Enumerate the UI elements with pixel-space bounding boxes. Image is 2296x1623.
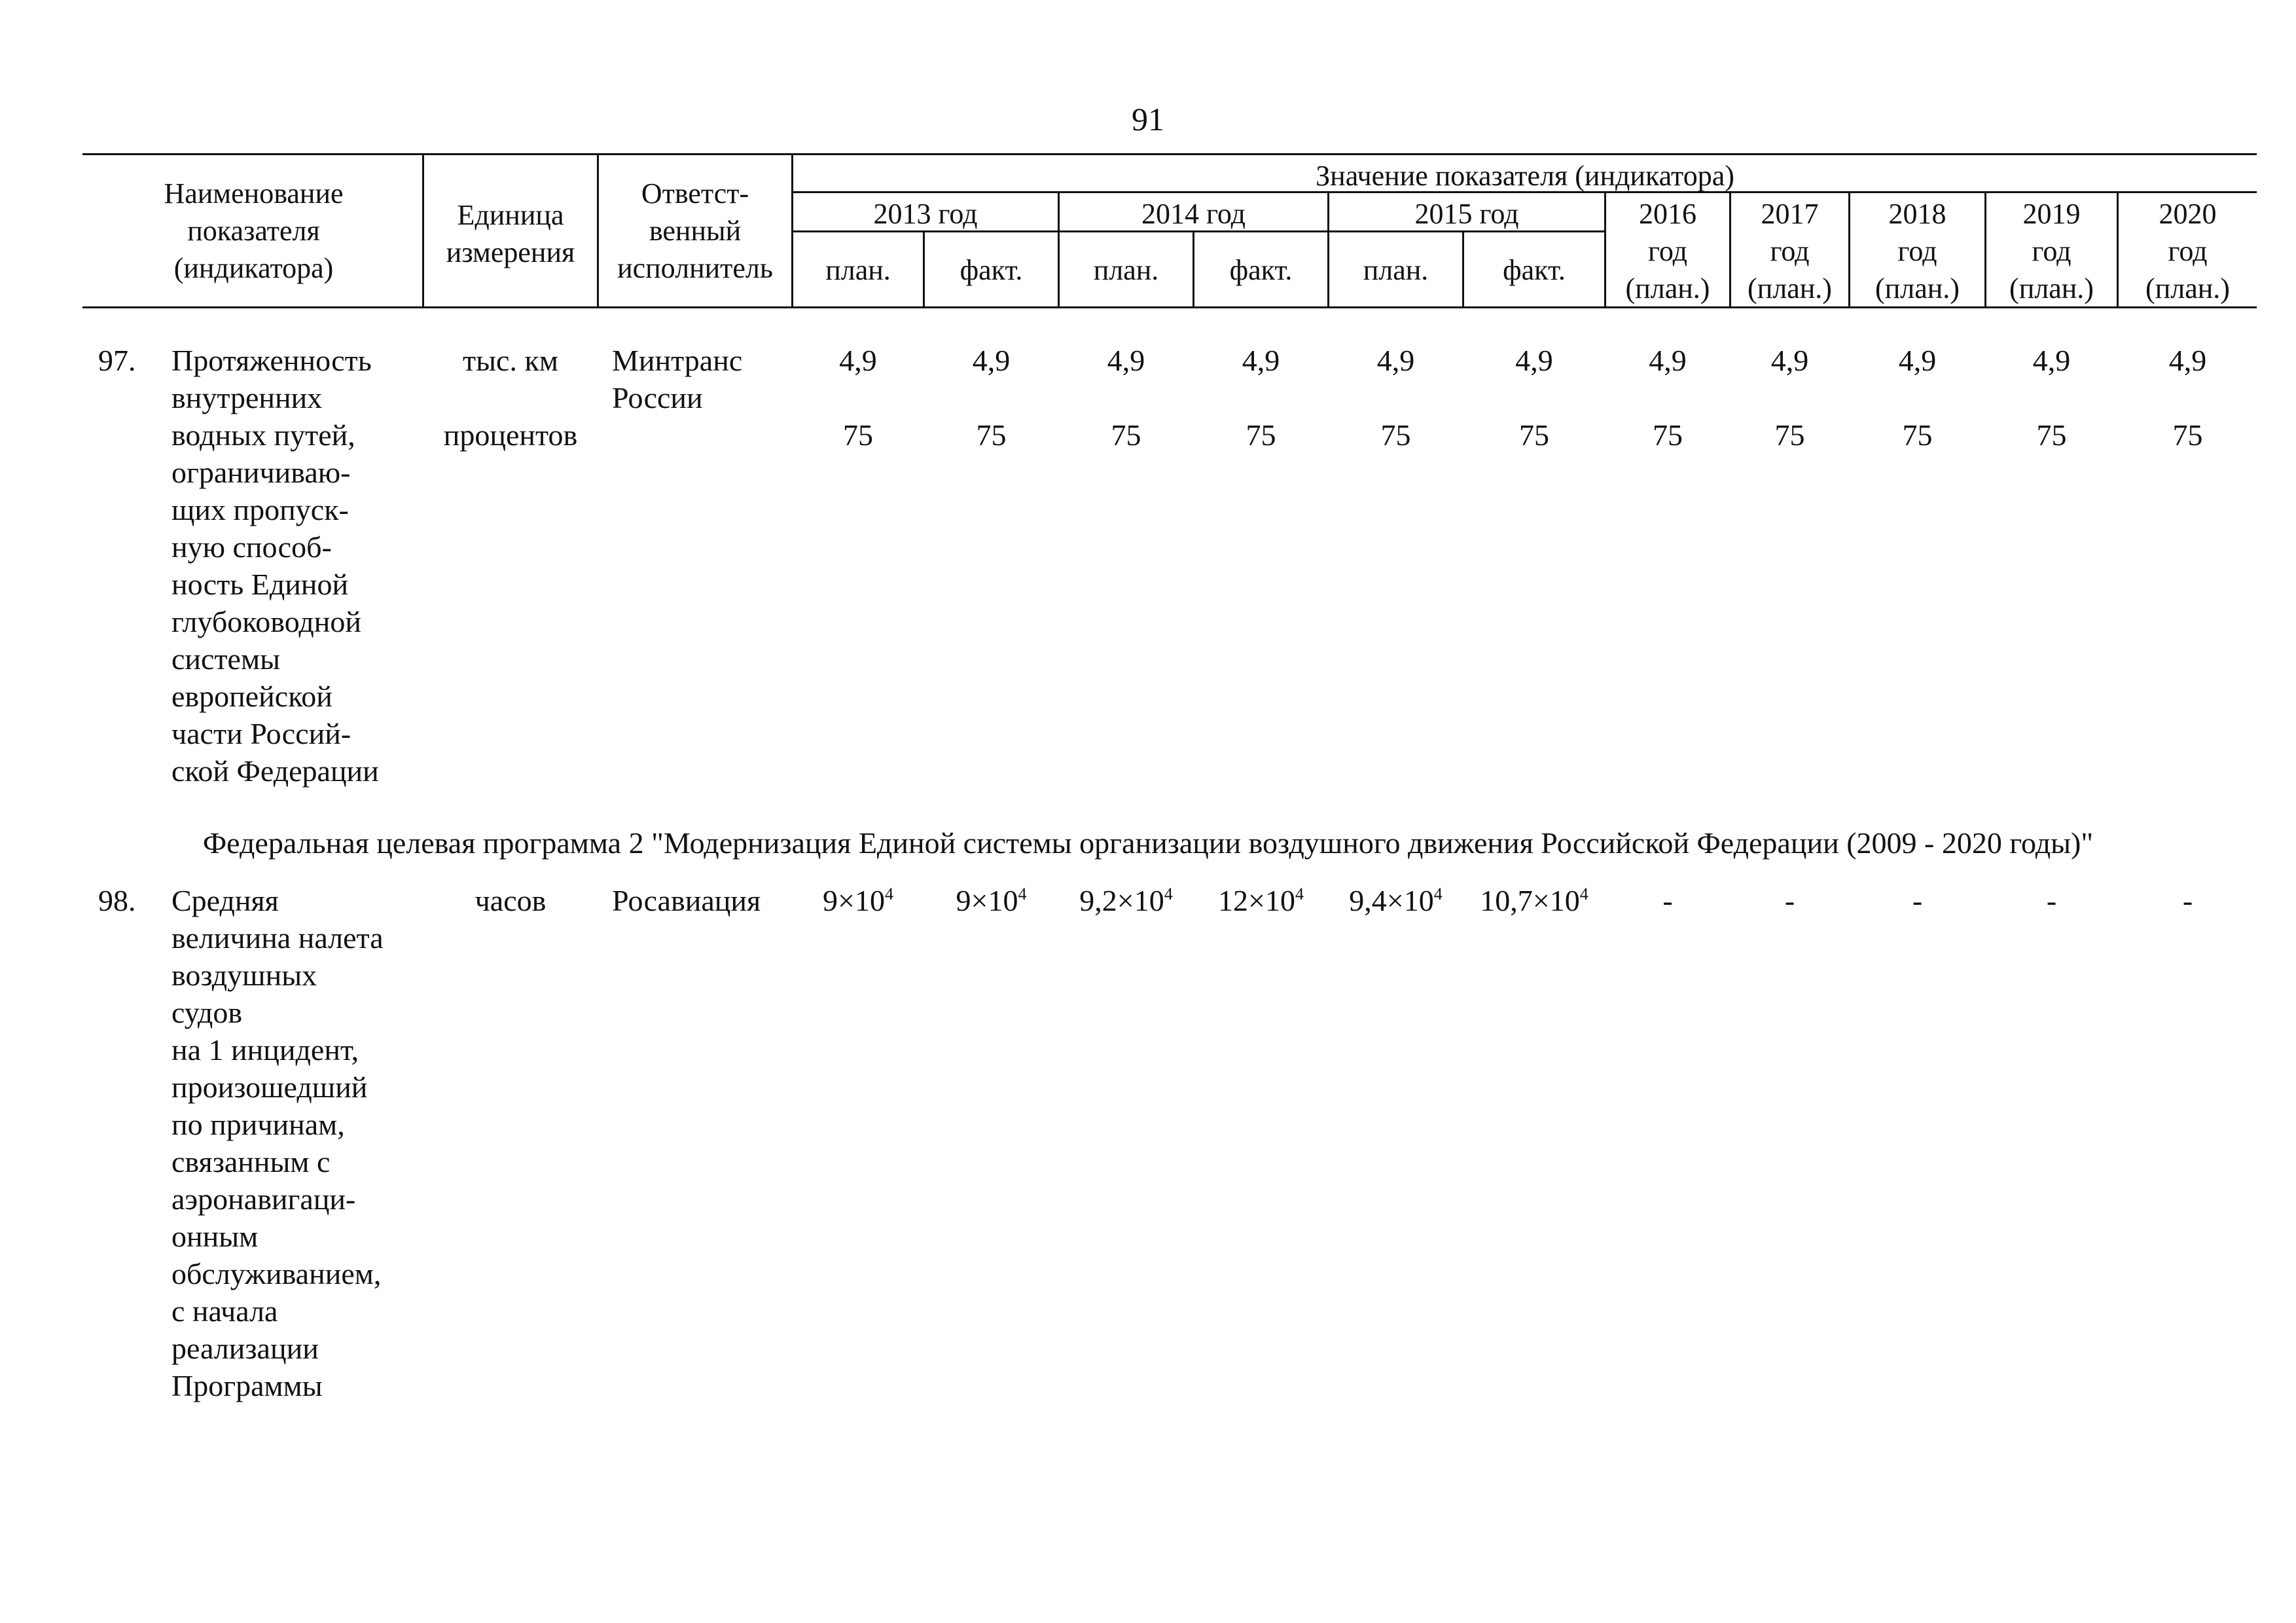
responsible-cell: Минтранс России	[612, 344, 743, 414]
value-cell: 4,9	[1770, 344, 1809, 377]
value-cell: 75	[1653, 418, 1683, 452]
value-cell: 4,9	[1376, 344, 1415, 377]
value-cell: 75	[1774, 418, 1805, 452]
header-fact-2013: факт.	[960, 254, 1023, 286]
value-cell: -	[2182, 884, 2193, 917]
header-year-2018: 2018 год (план.)	[1875, 198, 1960, 304]
header-year-2017: 2017 год (план.)	[1748, 198, 1832, 304]
value-cell: -	[1784, 884, 1795, 917]
value-cell: 4,9	[2032, 344, 2071, 377]
value-cell: 4,9	[1515, 344, 1553, 377]
value-cell: -	[1912, 884, 1923, 917]
value-cell: 4,9	[972, 344, 1011, 377]
header-value-title: Значение показателя (индикатора)	[1316, 160, 1734, 192]
value-cell: 4,9	[839, 344, 877, 377]
indicator-name: Средняя величина налета воздушных судов на 1 инцидент, произошедший по причинам, связанным с аэронавигаци- онным обслуживанием, с начала реализации Программы	[171, 884, 384, 1402]
header-plan-2013: план.	[825, 254, 891, 286]
value-cell: $9\times 10^4$	[956, 884, 1027, 917]
header-name: Наименование показателя (индикатора)	[164, 177, 344, 284]
value-cell: 75	[2036, 418, 2067, 452]
header-fact-2014: факт.	[1229, 254, 1293, 286]
value-cell: 75	[1519, 418, 1549, 452]
value-cell: $12\times 10^4$	[1218, 884, 1304, 917]
unit-cell: процентов	[443, 418, 578, 452]
value-cell: $10,7\times 10^4$	[1480, 884, 1588, 917]
value-cell: 4,9	[1649, 344, 1687, 377]
header-plan-2015: план.	[1363, 254, 1429, 286]
row-number: 97.	[98, 344, 136, 377]
value-cell: 4,9	[1242, 344, 1280, 377]
value-cell: -	[2046, 884, 2057, 917]
header-year-2013: 2013 год	[873, 198, 978, 230]
section-title: Федеральная целевая программа 2 "Модернизация Единой системы организации воздушного движения Российской Федерации (2009 - 2020 годы)"	[202, 826, 2094, 860]
unit-cell: тыс. км	[463, 344, 558, 377]
unit-cell: часов	[475, 884, 547, 917]
value-cell: $9,2\times 10^4$	[1079, 884, 1173, 917]
value-cell: 75	[1111, 418, 1141, 452]
value-cell: 75	[976, 418, 1007, 452]
header-top-rule	[82, 153, 2257, 155]
header-fact-2015: факт.	[1503, 254, 1566, 286]
value-cell: 75	[1380, 418, 1411, 452]
row-number: 98.	[98, 884, 136, 917]
header-year-2020: 2020 год (план.)	[2145, 198, 2230, 304]
header-plan-2014: план.	[1093, 254, 1159, 286]
value-cell: 75	[1902, 418, 1933, 452]
value-cell: $9\times 10^4$	[823, 884, 893, 917]
header-year-2019: 2019 год (план.)	[2009, 198, 2094, 304]
indicator-name: Протяженность внутренних водных путей, ограничиваю- щих пропуск- ную способ- ность Единой глубоководной системы европейской части Россий- ской Федерации	[171, 344, 379, 788]
value-cell: 4,9	[2168, 344, 2207, 377]
value-cell: 75	[1246, 418, 1276, 452]
value-cell: 75	[843, 418, 873, 452]
header-responsible: Ответст- венный исполнитель	[617, 177, 773, 284]
value-cell: 4,9	[1898, 344, 1937, 377]
value-cell: -	[1662, 884, 1673, 917]
value-cell: 75	[2172, 418, 2203, 452]
responsible-cell: Росавиация	[612, 884, 761, 917]
header-unit: Единица измерения	[446, 199, 575, 268]
header-year-2015: 2015 год	[1414, 198, 1519, 230]
value-cell: 4,9	[1107, 344, 1145, 377]
header-year-2014: 2014 год	[1141, 198, 1246, 230]
header-year-2016: 2016 год (план.)	[1625, 198, 1710, 304]
value-cell: $9,4\times 10^4$	[1349, 884, 1443, 917]
page-number: 91	[1132, 101, 1164, 137]
